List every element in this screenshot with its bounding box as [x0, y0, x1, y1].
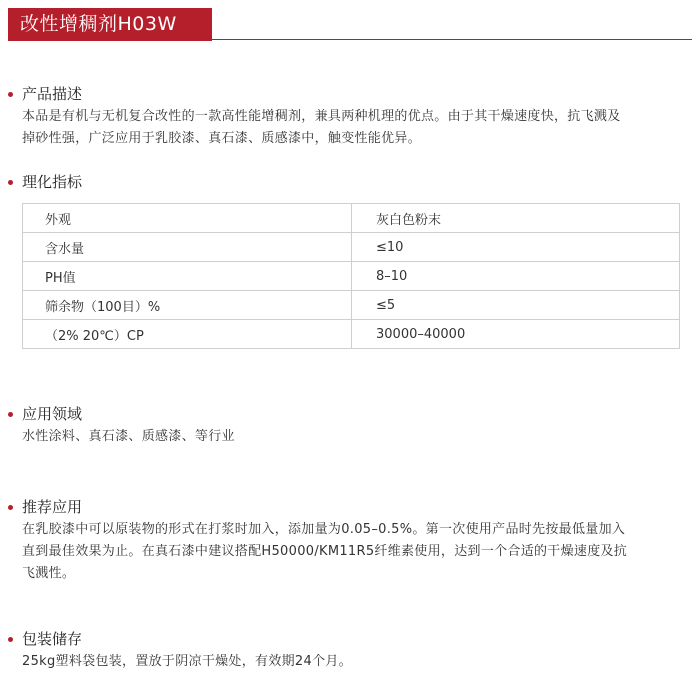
section-specs: [22, 172, 684, 192]
spec-name: PH值: [23, 262, 352, 291]
bullet-icon: [8, 505, 13, 510]
spec-value: ≤10: [352, 233, 680, 262]
heading-text: 理化指标: [22, 173, 83, 191]
table-row: [23, 291, 680, 320]
application-text: [22, 426, 684, 448]
description-text: [22, 106, 684, 150]
text-line: 本品是有机与无机复合改性的一款高性能增稠剂，兼具两种机理的优点。由于其干燥速度快，抗飞溅及: [22, 109, 621, 124]
bullet-icon: [8, 92, 13, 97]
heading-text: 推荐应用: [22, 498, 83, 516]
title-divider: [212, 39, 692, 40]
spec-name: （2% 20℃）CP: [23, 320, 352, 349]
heading-text: 包装储存: [22, 630, 83, 648]
section-description: [22, 84, 684, 150]
section-heading: [22, 84, 684, 104]
packaging-text: [22, 651, 684, 673]
text-line: 掉砂性强，广泛应用于乳胶漆、真石漆、质感漆中，触变性能优异。: [22, 131, 422, 146]
section-heading: [22, 404, 684, 424]
section-heading: [22, 172, 684, 192]
spec-name: 含水量: [23, 233, 352, 262]
spec-name: 外观: [23, 204, 352, 233]
table-row: [23, 262, 680, 291]
text-line: 直到最佳效果为止。在真石漆中建议搭配H50000/KM11R5纤维素使用，达到一个合适的干燥速度及抗: [22, 544, 628, 559]
spec-name: 筛余物（100目）%: [23, 291, 352, 320]
section-application: [22, 404, 684, 448]
section-heading: [22, 629, 684, 649]
spec-table: [22, 203, 680, 349]
bullet-icon: [8, 180, 13, 185]
bullet-icon: [8, 637, 13, 642]
section-packaging: [22, 629, 684, 673]
table-row: [23, 204, 680, 233]
text-line: 25kg塑料袋包装，置放于阴凉干燥处，有效期24个月。: [22, 654, 352, 669]
recommended-text: [22, 519, 684, 585]
heading-text: 应用领域: [22, 405, 83, 423]
section-recommended: [22, 497, 684, 585]
text-line: 飞溅性。: [22, 566, 76, 581]
spec-value: 30000–40000: [352, 320, 680, 349]
page-title: 改性增稠剂H03W: [8, 8, 212, 41]
heading-text: 产品描述: [22, 85, 83, 103]
text-line: 水性涂料、真石漆、质感漆、等行业: [22, 429, 235, 444]
bullet-icon: [8, 412, 13, 417]
section-heading: [22, 497, 684, 517]
table-row: [23, 233, 680, 262]
spec-value: 8–10: [352, 262, 680, 291]
spec-value: 灰白色粉末: [352, 204, 680, 233]
text-line: 在乳胶漆中可以原装物的形式在打浆时加入，添加量为0.05–0.5%。第一次使用产品时先按最低量加入: [22, 522, 626, 537]
table-row: [23, 320, 680, 349]
spec-value: ≤5: [352, 291, 680, 320]
